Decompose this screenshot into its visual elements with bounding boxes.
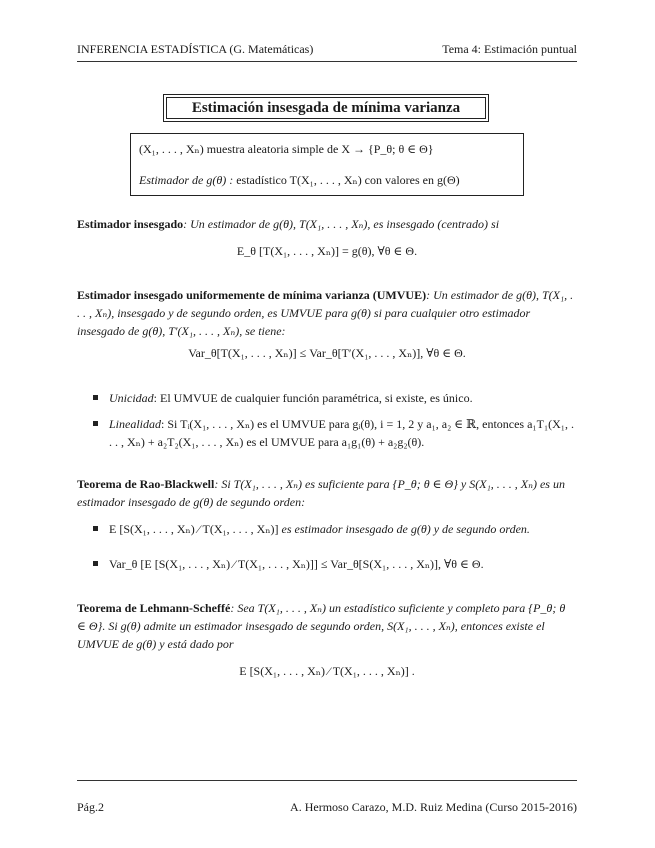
header-rule: [77, 61, 577, 62]
definition-box: [130, 133, 524, 196]
definition-sample: (X₁, . . . , Xₙ) muestra aleatoria simple de X → {P_θ; θ ∈ Θ}: [139, 142, 434, 156]
rao-blackwell-theorem: [77, 475, 577, 511]
title-frame: [163, 94, 489, 122]
rao-blackwell-item-2-math: Var_θ [E [S(X₁, . . . , Xₙ) ⁄ T(X₁, . . . , Xₙ)]] ≤ Var_θ[S(X₁, . . . , Xₙ)], ∀θ ∈ Θ.: [109, 557, 484, 571]
page-header: [77, 42, 577, 60]
lehmann-scheffe-equation: E [S(X₁, . . . , Xₙ) ⁄ T(X₁, . . . , Xₙ)] .: [239, 664, 415, 678]
footer-authors: A. Hermoso Carazo, M.D. Ruiz Medina (Curso 2015-2016): [290, 800, 577, 814]
rao-blackwell-label: Teorema de Rao-Blackwell: [77, 477, 215, 491]
footer-rule: [77, 780, 577, 781]
header-topic: Tema 4: Estimación puntual: [442, 42, 577, 56]
bullet-icon: [93, 526, 98, 531]
lehmann-scheffe-theorem: [77, 599, 577, 653]
definition-estimator-text: estadístico T(X₁, . . . , Xₙ) con valores en g(Θ): [233, 173, 460, 187]
bullet-icon: [93, 421, 98, 426]
umvue-text: : Un estimador de g(θ), T(X₁, . . . , Xₙ), insesgado y de segundo orden, es UMVUE para g(θ) si para cualquier otro estimador insesgado de g(θ), T′(X₁, . . . , Xₙ), se tiene:: [77, 288, 574, 338]
definition-estimator-label: Estimador de g(θ) :: [139, 173, 234, 187]
umvue-equation: Var_θ[T(X₁, . . . , Xₙ)] ≤ Var_θ[T′(X₁, . . . , Xₙ)], ∀θ ∈ Θ.: [188, 346, 466, 360]
rao-blackwell-item-1-text: es estimador insesgado de g(θ) y de segundo orden.: [278, 522, 530, 536]
uniqueness-text: : El UMVUE de cualquier función paramétrica, si existe, es único.: [153, 391, 473, 405]
bullet-icon: [93, 561, 98, 566]
rao-blackwell-item-1-math: E [S(X₁, . . . , Xₙ) ⁄ T(X₁, . . . , Xₙ)]: [109, 522, 279, 536]
linearity-label: Linealidad: [109, 417, 162, 431]
umvue-definition: [77, 286, 577, 340]
unbiased-text: : Un estimador de g(θ), T(X₁, . . . , Xₙ), es insesgado (centrado) si: [183, 217, 500, 231]
umvue-label: Estimador insesgado uniformemente de mínima varianza (UMVUE): [77, 288, 427, 302]
rao-blackwell-text: : Si T(X₁, . . . , Xₙ) es suficiente para {P_θ; θ ∈ Θ} y S(X₁, . . . , Xₙ) es un estimador insesgado de g(θ) de segundo orden:: [77, 477, 565, 509]
uniqueness-label: Unicidad: [109, 391, 154, 405]
unbiased-label: Estimador insesgado: [77, 217, 184, 231]
linearity-text: : Si Tᵢ(X₁, . . . , Xₙ) es el UMVUE para gᵢ(θ), i = 1, 2 y a₁, a₂ ∈ ℝ, entonces a₁T₁(X₁, . . . , Xₙ) + a₂T₂(X₁, . . . , Xₙ) es el UMVUE para a₁g₁(θ) + a₂g₂(θ).: [109, 417, 574, 449]
header-course: INFERENCIA ESTADÍSTICA (G. Matemáticas): [77, 42, 314, 56]
lehmann-scheffe-text: : Sea T(X₁, . . . , Xₙ) un estadístico suficiente y completo para {P_θ; θ ∈ Θ}. Si g(θ) admite un estimador insesgado de segundo orden, S(X₁, . . . , Xₙ), entonces existe el UMVUE de g(θ) y está dado por: [77, 601, 566, 651]
unbiased-equation: E_θ [T(X₁, . . . , Xₙ)] = g(θ), ∀θ ∈ Θ.: [236, 244, 418, 258]
page-number: Pág.2: [77, 800, 104, 814]
bullet-icon: [93, 395, 98, 400]
lehmann-scheffe-label: Teorema de Lehmann-Scheffé: [77, 601, 231, 615]
definition-estimator: [139, 173, 460, 188]
section-title: Estimación insesgada de mínima varianza: [166, 97, 486, 119]
unbiased-definition: [77, 215, 577, 233]
